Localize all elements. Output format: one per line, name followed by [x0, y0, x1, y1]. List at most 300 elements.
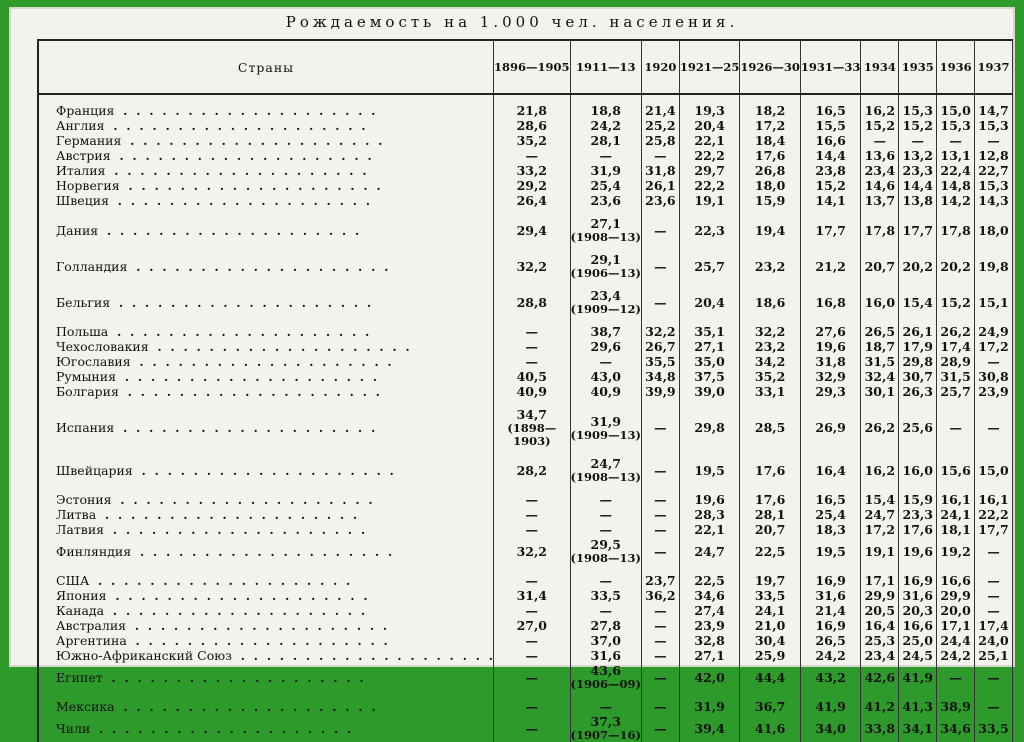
value-cell [494, 618, 571, 633]
value-cell [861, 384, 899, 399]
value-cell [679, 324, 740, 339]
spacer-cell [641, 448, 679, 456]
value-cell [937, 407, 975, 448]
value-cell [679, 288, 740, 316]
rate-value: — [654, 222, 667, 238]
rate-value: 18,8 [590, 103, 621, 118]
value-cell [740, 663, 801, 691]
value-cell [800, 603, 861, 618]
rate-value: 34,0 [815, 720, 846, 736]
rate-value: 24,0 [978, 633, 1009, 648]
rate-value: — [654, 148, 667, 163]
table-row [38, 522, 1013, 537]
country-name: Австрия . . [56, 148, 372, 163]
spacer-cell [861, 565, 899, 573]
rate-value: — [525, 633, 539, 648]
rate-value: 17,9 [902, 339, 933, 354]
value-cell [975, 324, 1013, 339]
value-cell [899, 354, 937, 369]
rate-value: 20,3 [902, 603, 933, 618]
rate-value: — [949, 420, 962, 435]
value-cell [740, 648, 801, 663]
value-cell [899, 118, 937, 133]
rate-value: 28,2 [516, 462, 548, 478]
rate-value: 20,4 [694, 118, 725, 133]
rate-value: 41,9 [902, 669, 933, 685]
value-cell [641, 648, 679, 663]
rate-value: — [654, 699, 667, 714]
rate-value: 22,7 [978, 163, 1009, 178]
value-cell [641, 148, 679, 163]
rate-value: 28,5 [754, 420, 786, 435]
rate-value: 24,1 [754, 603, 786, 618]
rate-value: 17,4 [978, 618, 1009, 633]
rate-value: 22,5 [694, 573, 725, 588]
rate-value: 22,3 [694, 222, 725, 238]
rate-value: 16,1 [940, 492, 971, 507]
spacer-row [38, 448, 1013, 456]
country-cell [38, 216, 494, 244]
spacer-cell [641, 280, 679, 288]
value-cell [679, 216, 740, 244]
value-cell [570, 537, 641, 565]
spacer-cell [641, 316, 679, 324]
header-cell-year: 1921—25 [679, 40, 740, 94]
spacer-cell [740, 565, 801, 573]
value-cell [740, 714, 801, 742]
value-cell [570, 714, 641, 742]
period-note: (1898— 1903) [507, 421, 557, 448]
value-cell [570, 339, 641, 354]
rate-value: 34,6 [940, 720, 971, 736]
value-cell [570, 324, 641, 339]
value-cell [937, 178, 975, 193]
spacer-cell [679, 94, 740, 103]
country-name: Югославия . . [56, 354, 392, 369]
country-cell [38, 384, 494, 399]
spacer-cell [975, 565, 1013, 573]
rate-value: 23,7 [645, 573, 676, 588]
value-cell [800, 573, 861, 588]
table-row [38, 252, 1013, 280]
value-cell [679, 148, 740, 163]
period-note: (1909—13) [570, 427, 641, 442]
value-cell [899, 178, 937, 193]
rate-value: 30,8 [978, 369, 1009, 384]
value-cell [975, 618, 1013, 633]
rate-value: 43,0 [590, 369, 621, 384]
value-cell [641, 288, 679, 316]
rate-value: 44,4 [754, 669, 786, 685]
rate-value: 41,3 [902, 699, 933, 714]
value-cell [899, 407, 937, 448]
value-cell [800, 618, 861, 633]
value-cell [800, 714, 861, 742]
spacer-cell [494, 244, 571, 252]
spacer-cell [899, 94, 937, 103]
rate-value: 29,5 [590, 537, 621, 552]
rate-value: 41,9 [815, 699, 846, 714]
rate-value: 33,5 [590, 588, 621, 603]
value-cell [679, 573, 740, 588]
spacer-cell [679, 399, 740, 407]
rate-value: 15,4 [864, 492, 896, 507]
value-cell [570, 407, 641, 448]
country-name: Финляндия . . [56, 544, 392, 559]
rate-value: 13,1 [940, 148, 971, 163]
value-cell [570, 133, 641, 148]
spacer-cell [494, 484, 571, 492]
value-cell [937, 492, 975, 507]
rate-value: 14,4 [815, 148, 846, 163]
value-cell [975, 507, 1013, 522]
value-cell [740, 148, 801, 163]
rate-value: 13,6 [864, 148, 896, 163]
rate-value: 16,0 [864, 294, 896, 310]
rate-value: 17,6 [754, 462, 786, 478]
spacer-cell [570, 484, 641, 492]
rate-value: — [599, 507, 612, 522]
spacer-cell [937, 484, 975, 492]
spacer-cell [494, 280, 571, 288]
country-cell [38, 507, 494, 522]
rate-value: 39,9 [645, 384, 676, 399]
rate-value: 16,9 [815, 573, 846, 588]
country-name: Мексика . . [56, 699, 376, 714]
value-cell [679, 522, 740, 537]
spacer-cell [975, 280, 1013, 288]
value-cell [570, 573, 641, 588]
rate-value: — [599, 148, 612, 163]
value-cell [740, 252, 801, 280]
table-row [38, 118, 1013, 133]
value-cell [679, 663, 740, 691]
rate-value: 22,2 [978, 507, 1009, 522]
rate-value: 31,4 [516, 588, 548, 603]
value-cell [494, 648, 571, 663]
rate-value: 14,7 [978, 103, 1009, 118]
document-frame [9, 7, 1015, 742]
header-cell-year: 1937 [975, 40, 1013, 94]
rate-value: 26,1 [645, 178, 676, 193]
table-row [38, 633, 1013, 648]
value-cell [975, 699, 1013, 714]
value-cell [899, 522, 937, 537]
value-cell [641, 163, 679, 178]
value-cell [494, 603, 571, 618]
value-cell [800, 216, 861, 244]
spacer-cell [570, 691, 641, 699]
rate-value: 29,1 [590, 252, 621, 267]
country-cell [38, 193, 494, 208]
value-cell [679, 407, 740, 448]
value-cell [861, 339, 899, 354]
rate-value: 39,4 [694, 720, 725, 736]
value-cell [861, 573, 899, 588]
rate-value: 26,2 [864, 420, 896, 435]
rate-value: 33,5 [754, 588, 786, 603]
value-cell [641, 507, 679, 522]
value-cell [861, 648, 899, 663]
spacer-cell [861, 484, 899, 492]
rate-value: 39,0 [694, 384, 725, 399]
value-cell [899, 663, 937, 691]
rate-value: 17,8 [940, 222, 971, 238]
table-row [38, 324, 1013, 339]
spacer-cell [899, 399, 937, 407]
rate-value: — [987, 133, 1000, 148]
rate-value: — [654, 543, 667, 559]
country-name: Голландия . . [56, 259, 389, 274]
rate-value: 24,1 [940, 507, 971, 522]
value-cell [899, 603, 937, 618]
country-cell [38, 354, 494, 369]
value-cell [861, 324, 899, 339]
country-cell [38, 699, 494, 714]
spacer-cell [679, 484, 740, 492]
rate-value: 24,2 [815, 648, 846, 663]
rate-value: 23,2 [754, 339, 786, 354]
rate-value: 15,1 [978, 294, 1009, 310]
value-cell [937, 699, 975, 714]
value-cell [975, 354, 1013, 369]
value-cell [570, 663, 641, 691]
spacer-cell [861, 280, 899, 288]
value-cell [800, 699, 861, 714]
value-cell [800, 163, 861, 178]
period-note: (1908—13) [570, 551, 641, 565]
value-cell [861, 618, 899, 633]
rate-value: 24,5 [902, 648, 933, 663]
rate-value: 29,9 [940, 588, 971, 603]
spacer-cell [937, 208, 975, 216]
value-cell [679, 339, 740, 354]
spacer-cell [38, 244, 494, 252]
spacer-cell [494, 316, 571, 324]
rate-value: 31,9 [590, 163, 621, 178]
spacer-row [38, 208, 1013, 216]
rate-value: — [525, 573, 539, 588]
rate-value: 40,9 [516, 384, 548, 399]
rate-value: — [987, 420, 1000, 435]
rate-value: 24,4 [940, 633, 971, 648]
value-cell [494, 492, 571, 507]
value-cell [800, 507, 861, 522]
value-cell [641, 369, 679, 384]
rate-value: 31,6 [902, 588, 933, 603]
spacer-cell [975, 316, 1013, 324]
rate-value: 27,1 [694, 648, 725, 663]
spacer-cell [38, 565, 494, 573]
rate-value: — [911, 133, 924, 148]
rate-value: 17,2 [754, 118, 786, 133]
rate-value: — [654, 522, 667, 537]
spacer-cell [899, 448, 937, 456]
value-cell [570, 588, 641, 603]
rate-value: — [525, 648, 539, 663]
country-cell [38, 288, 494, 316]
rate-value: 18,6 [754, 294, 786, 310]
spacer-cell [38, 448, 494, 456]
spacer-cell [800, 448, 861, 456]
spacer-cell [740, 448, 801, 456]
value-cell [570, 216, 641, 244]
spacer-cell [570, 399, 641, 407]
rate-value: 30,4 [754, 633, 786, 648]
rate-value: 37,0 [590, 633, 621, 648]
value-cell [937, 354, 975, 369]
rate-value: 17,7 [978, 522, 1009, 537]
value-cell [494, 288, 571, 316]
spacer-cell [641, 565, 679, 573]
rate-value: 18,3 [815, 522, 846, 537]
rate-value: — [654, 669, 667, 685]
rate-value: — [949, 133, 962, 148]
rate-value: 19,7 [754, 573, 786, 588]
rate-value: 29,7 [694, 163, 725, 178]
period-note: (1909—12) [570, 302, 641, 316]
country-cell [38, 537, 494, 565]
country-name: Чили . . [56, 721, 351, 736]
rate-value: 31,6 [815, 588, 846, 603]
value-cell [800, 456, 861, 484]
table-row [38, 354, 1013, 369]
table-row [38, 456, 1013, 484]
country-cell [38, 714, 494, 742]
country-cell [38, 148, 494, 163]
value-cell [800, 633, 861, 648]
rate-value: 14,6 [864, 178, 896, 193]
value-cell [679, 699, 740, 714]
rate-value: 23,8 [815, 163, 846, 178]
value-cell [800, 118, 861, 133]
value-cell [679, 492, 740, 507]
rate-value: 40,9 [590, 384, 621, 399]
value-cell [861, 663, 899, 691]
spacer-cell [641, 691, 679, 699]
rate-value: — [654, 603, 667, 618]
rate-value: 17,2 [864, 522, 896, 537]
table-row [38, 699, 1013, 714]
rate-value: 23,6 [645, 193, 676, 208]
rate-value: 42,6 [864, 669, 896, 685]
table-row [38, 714, 1013, 742]
rate-value: 14,4 [902, 178, 933, 193]
value-cell [740, 216, 801, 244]
country-name: США . . [56, 573, 350, 588]
rate-value: — [987, 669, 1000, 685]
spacer-cell [800, 244, 861, 252]
value-cell [937, 118, 975, 133]
table-row [38, 163, 1013, 178]
rate-value: 18,0 [754, 178, 786, 193]
rate-value: — [654, 618, 667, 633]
value-cell [899, 699, 937, 714]
value-cell [494, 103, 571, 118]
rate-value: — [525, 720, 539, 736]
table-row [38, 603, 1013, 618]
country-cell [38, 663, 494, 691]
value-cell [641, 118, 679, 133]
rate-value: — [949, 669, 962, 685]
value-cell [975, 492, 1013, 507]
rate-value: 13,7 [864, 193, 896, 208]
country-cell [38, 252, 494, 280]
value-cell [570, 603, 641, 618]
value-cell [975, 369, 1013, 384]
rate-value: 21,0 [754, 618, 786, 633]
header-cell-year: 1920 [641, 40, 679, 94]
rate-value: — [599, 522, 612, 537]
header-cell-year: 1931—33 [800, 40, 861, 94]
spacer-cell [679, 565, 740, 573]
rate-value: — [654, 507, 667, 522]
value-cell [861, 507, 899, 522]
value-cell [899, 369, 937, 384]
value-cell [570, 354, 641, 369]
rate-value: 25,7 [940, 384, 971, 399]
table-row [38, 648, 1013, 663]
table-row [38, 133, 1013, 148]
spacer-cell [975, 691, 1013, 699]
value-cell [937, 133, 975, 148]
spacer-cell [494, 565, 571, 573]
rate-value: 33,5 [978, 720, 1009, 736]
rate-value: 20,4 [694, 294, 725, 310]
value-cell [899, 252, 937, 280]
spacer-cell [38, 399, 494, 407]
rate-value: 32,2 [516, 543, 548, 559]
value-cell [740, 384, 801, 399]
rate-value: 32,8 [694, 633, 725, 648]
value-cell [641, 573, 679, 588]
rate-value: 12,8 [978, 148, 1009, 163]
country-cell [38, 492, 494, 507]
value-cell [975, 216, 1013, 244]
value-cell [679, 603, 740, 618]
value-cell [740, 339, 801, 354]
value-cell [494, 148, 571, 163]
spacer-cell [937, 448, 975, 456]
rate-value: 27,1 [590, 216, 621, 231]
value-cell [975, 663, 1013, 691]
value-cell [975, 603, 1013, 618]
rate-value: — [525, 603, 539, 618]
rate-value: 16,1 [978, 492, 1009, 507]
country-cell [38, 588, 494, 603]
value-cell [800, 339, 861, 354]
rate-value: 43,6 [590, 663, 621, 678]
table-row [38, 288, 1013, 316]
value-cell [800, 133, 861, 148]
value-cell [861, 133, 899, 148]
country-name: Швеция . . [56, 193, 370, 208]
value-cell [975, 193, 1013, 208]
rate-value: 29,6 [590, 339, 621, 354]
spacer-cell [975, 244, 1013, 252]
value-cell [937, 324, 975, 339]
value-cell [679, 118, 740, 133]
country-name: Франция . . [56, 103, 376, 118]
value-cell [899, 633, 937, 648]
rate-value: 16,4 [815, 462, 846, 478]
value-cell [494, 339, 571, 354]
country-name: Литва . . [56, 507, 357, 522]
rate-value: 16,4 [864, 618, 896, 633]
rate-value: 22,4 [940, 163, 971, 178]
country-cell [38, 118, 494, 133]
spacer-cell [861, 208, 899, 216]
